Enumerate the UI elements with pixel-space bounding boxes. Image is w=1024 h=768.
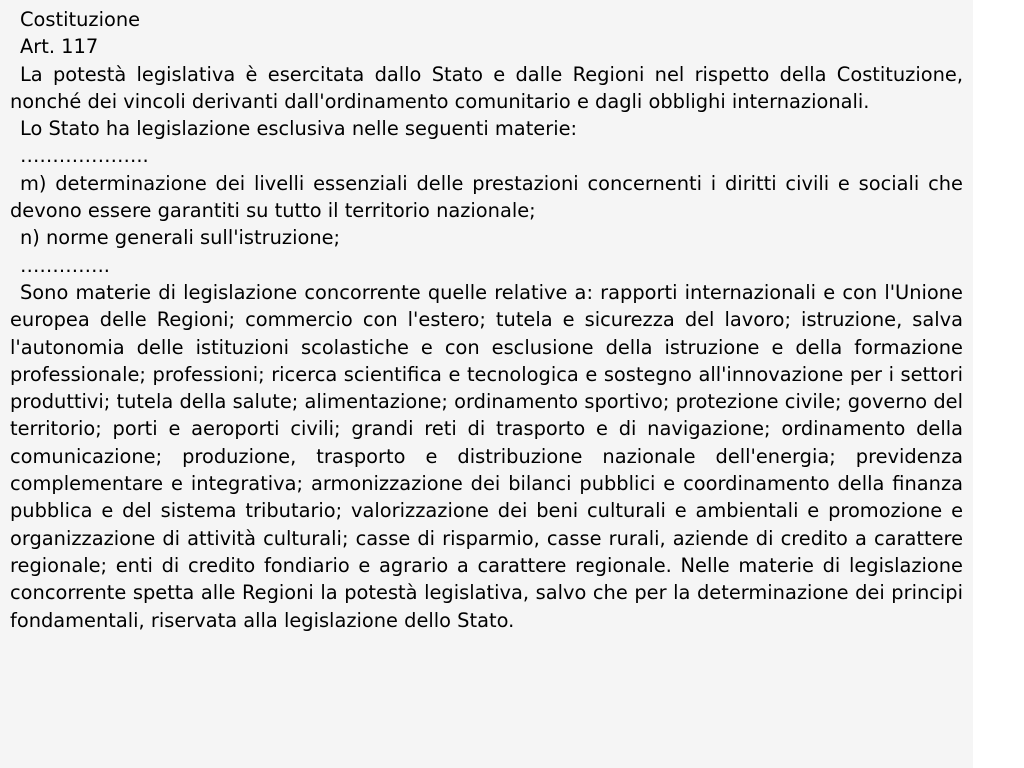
paragraph: m) determinazione dei livelli essenziali delle prestazioni concernenti i diritti civili e sociali che devono essere garantiti su tutto il territorio nazionale; (10, 171, 963, 223)
ellipsis-line: ………….. (20, 253, 110, 277)
paragraph: n) norme generali sull'istruzione; (20, 226, 341, 250)
paragraph: La potestà legislativa è esercitata dallo Stato e dalle Regioni nel rispetto della Costituzione, nonché dei vincoli derivanti dall'ordinamento comunitario e dagli obblighi internazionali. (10, 62, 963, 113)
article-heading: Art. 117 (20, 35, 99, 59)
paragraph: Lo Stato ha legislazione esclusiva nelle seguenti materie: (20, 117, 578, 141)
paragraph: Sono materie di legislazione concorrente quelle relative a: rapporti internazionali e con l'Unione europea delle Regioni; commercio con l'estero; tutela e sicurezza del lavoro; istruzione, salva l'autonomia delle istituzioni scolastiche e con esclusione della istruzione e della formazione professionale; professioni; ricerca scientifica e tecnologica e sostegno all'innovazione per i settori produttivi; tutela della salute; alimentazione; ordinamento sportivo; protezione civile; governo del territorio; porti e aeroporti civili; grandi reti di trasporto e di navigazione; ordinamento della comunicazione; produzione, trasporto e distribuzione nazionale dell'energia; previdenza complementare e integrativa; armonizzazione dei bilanci pubblici e coordinamento della finanza pubblica e del sistema tributario; valorizzazione dei beni culturali e ambientali e promozione e organizzazione di attività culturali; casse di risparmio, casse rurali, aziende di credito a carattere regionale; enti di credito fondiario e agrario a carattere regionale. Nelle materie di legislazione concorrente spetta alle Regioni la potestà legislativa, salvo che per la determinazione dei principi fondamentali, riservata alla legislazione dello Stato. (10, 280, 963, 632)
document-body (10, 6, 963, 634)
document-title: Costituzione (20, 8, 141, 31)
ellipsis-line: ……………….. (20, 144, 149, 168)
